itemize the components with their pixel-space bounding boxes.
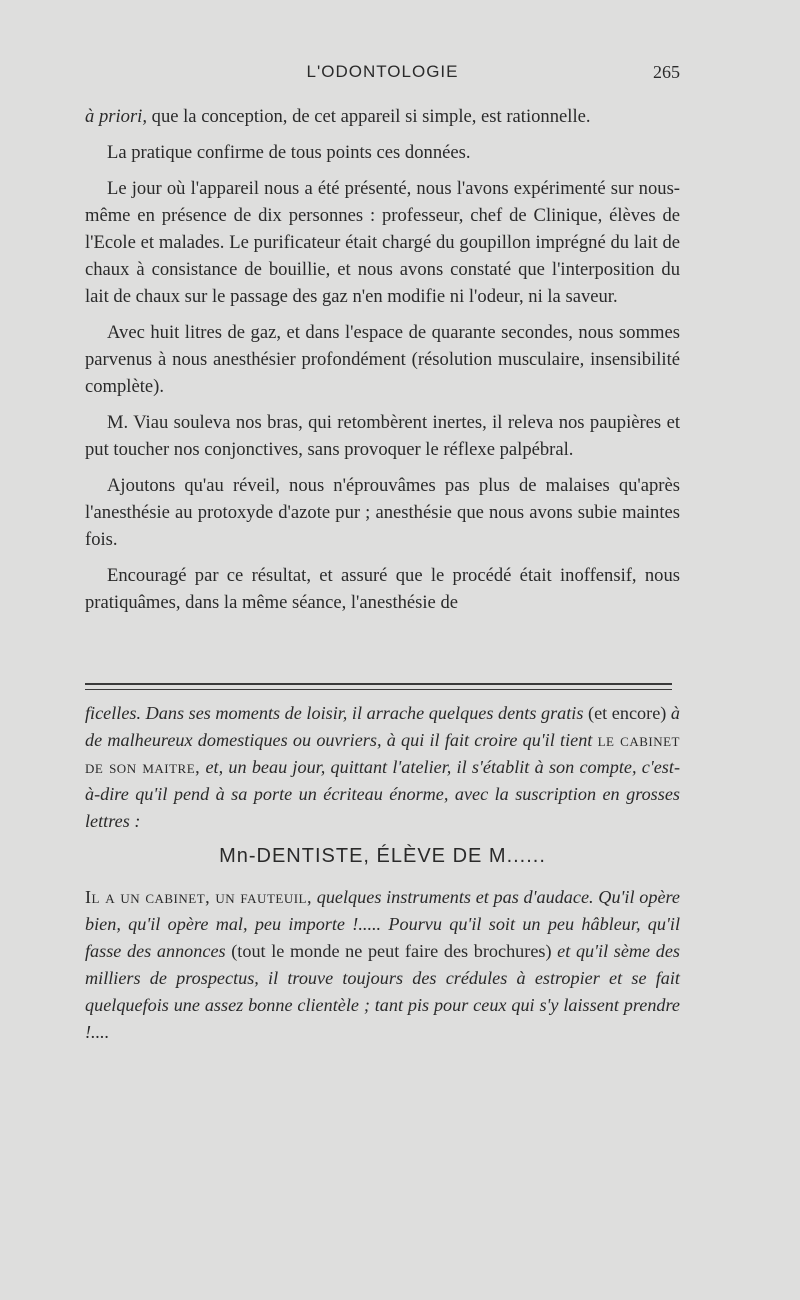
paragraph-1 <box>85 103 680 130</box>
page-header <box>85 62 680 90</box>
footnote-text-h: et qu'il sème des milliers de prospectus, il trouve toujours des crédules à estropier et se fait quelquefois une assez bonne clientèle ; tant pis pour ceux qui s'y laissent prendre !.... <box>85 941 681 1042</box>
footnote-paragraph-1 <box>85 700 680 835</box>
footnote <box>85 700 680 1046</box>
footnote-sign-heading: Mn-DENTISTE, ÉLÈVE DE M...... <box>219 845 546 867</box>
footnote-text-c: à de malheureux domestiques ou ouvriers, à qui il fait croire qu'il tient <box>85 703 680 750</box>
paragraph-1-italic: à priori, <box>85 106 147 127</box>
page-number: 265 <box>653 62 680 82</box>
footnote-smallcaps-phrase: le cabinet de son maitre, <box>85 730 680 777</box>
paragraph-6: Ajoutons qu'au réveil, nous n'éprouvâmes pas plus de malaises qu'après l'anesthésie au protoxyde d'azote pur ; anesthésie que nous avons subie maintes fois. <box>85 475 680 550</box>
paragraph-5: M. Viau souleva nos bras, qui retombèrent inertes, il releva nos paupières et put toucher nos conjonctives, sans provoquer le réflexe palpébral. <box>85 412 680 460</box>
footnote-text-a: ficelles. Dans ses moments de loisir, il arrache quelques dents gratis <box>85 703 584 723</box>
footnote-text-g: (tout le monde ne peut faire des brochures) <box>225 941 558 961</box>
footnote-text-b: (et encore) <box>583 703 671 723</box>
footnote-smallcaps-opening: Il a un cabinet, un fauteuil, <box>85 887 313 907</box>
paragraph-3: Le jour où l'appareil nous a été présenté, nous l'avons expérimenté sur nous-même en présence de dix personnes : professeur, chef de Clinique, élèves de l'Ecole et malades. Le purificateur était chargé du goupillon imprégné du lait de chaux à consistance de bouillie, et nous avons constaté que l'interposition du lait de chaux sur le passage des gaz n'en modifie ni l'odeur, ni la saveur. <box>85 178 680 307</box>
paragraph-7: Encouragé par ce résultat, et assuré que le procédé était inoffensif, nous pratiquâmes, dans la même séance, l'anesthésie de <box>85 565 680 613</box>
paragraph-2: La pratique confirme de tous points ces données. <box>107 142 471 163</box>
paragraph-4: Avec huit litres de gaz, et dans l'espace de quarante secondes, nous sommes parvenus à nous anesthésier profondément (résolution musculaire, insensibilité complète). <box>85 322 680 397</box>
footnote-text-f: quelques instruments et pas d'audace. Qu'il opère bien, qu'il opère mal, peu importe !..... Pourvu qu'il soit un peu hâbleur, qu'il fasse des annonces <box>85 887 680 961</box>
main-text <box>85 103 680 625</box>
footnote-divider <box>85 683 672 690</box>
footnote-paragraph-2 <box>85 884 680 1046</box>
running-title: L'ODONTOLOGIE <box>306 62 459 81</box>
footnote-text-e: et, un beau jour, quittant l'atelier, il s'établit à son compte, c'est-à-dire qu'il pend à sa porte un écriteau énorme, avec la suscription en grosses lettres : <box>85 757 680 831</box>
paragraph-1-text: que la conception, de cet appareil si simple, est rationnelle. <box>147 106 591 127</box>
